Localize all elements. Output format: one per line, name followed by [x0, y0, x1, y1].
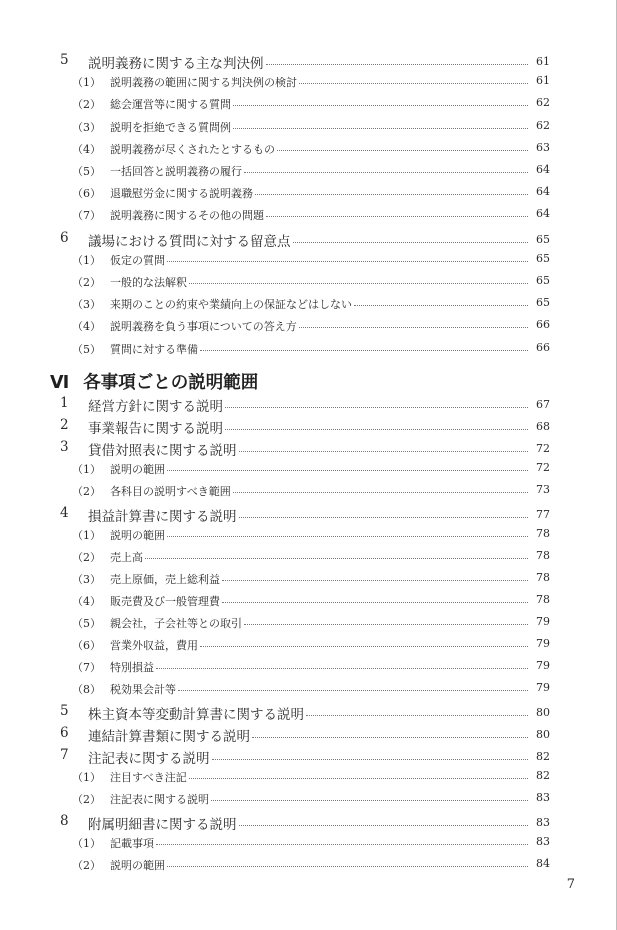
toc-leader-dots	[252, 737, 528, 738]
toc-entry-title: 営業外収益，費用	[110, 639, 198, 652]
toc-entry-title: 説明の範囲	[110, 463, 165, 476]
toc-entry-number: （7）	[72, 209, 101, 223]
toc-entry-number: （1）	[72, 76, 101, 90]
toc-leader-dots	[266, 216, 528, 217]
toc-entry-number: （1）	[72, 771, 101, 784]
toc-entry-number: （3）	[72, 120, 101, 134]
toc-entry-number: （4）	[72, 142, 101, 156]
toc-entry-title: 事業報告に関する説明	[88, 421, 223, 437]
toc-entry-page: 79	[536, 659, 550, 672]
toc-leader-dots	[145, 558, 528, 559]
toc-entry-number: （8）	[72, 683, 101, 696]
toc-leader-dots	[299, 83, 528, 84]
toc-entry-page: 61	[536, 74, 550, 88]
toc-entry-title: 経営方針に関する説明	[88, 399, 223, 415]
toc-leader-dots	[233, 492, 528, 493]
toc-subsection-entry	[0, 483, 617, 505]
toc-subsection-entry	[0, 637, 617, 659]
toc-leader-dots	[239, 825, 528, 826]
toc-entry-page: 64	[536, 163, 550, 176]
toc-entry-page: 62	[536, 118, 550, 132]
toc-leader-dots	[200, 646, 528, 647]
toc-entry-number: （6）	[72, 187, 101, 201]
toc-entry-page: 65	[536, 296, 550, 310]
toc-subsection-entry	[0, 769, 617, 791]
toc-leader-dots	[222, 580, 528, 581]
toc-entry-page: 78	[536, 593, 550, 606]
toc-entry-page: 80	[536, 706, 550, 719]
toc-leader-dots	[189, 283, 528, 284]
toc-entry-page: 61	[536, 55, 550, 68]
toc-leader-dots	[222, 602, 528, 603]
toc-entry-title: 説明を拒絶できる質問例	[110, 120, 231, 134]
toc-entry-title: 損益計算書に関する説明	[88, 509, 237, 525]
toc-entry-number: 3	[60, 439, 69, 455]
toc-subsection-entry	[0, 857, 617, 879]
toc-entry-number: （5）	[72, 617, 101, 630]
toc-leader-dots	[225, 429, 528, 430]
toc-entry-number: （2）	[72, 485, 101, 498]
toc-entry-title: 退職慰労金に関する説明義務	[110, 187, 253, 201]
toc-subsection-entry	[0, 549, 617, 571]
toc-leader-dots	[156, 668, 528, 669]
toc-entry-number: 6	[60, 229, 69, 246]
toc-subsection-entry	[0, 74, 617, 96]
toc-entry-page: 84	[536, 857, 550, 870]
toc-entry-title: 連結計算書類に関する説明	[88, 729, 250, 745]
toc-leader-dots	[233, 105, 528, 106]
toc-entry-page: 67	[536, 398, 550, 411]
toc-entry-title: 売上高	[110, 551, 143, 564]
toc-entry-page: 80	[536, 728, 550, 741]
toc-entry-page: 66	[536, 340, 550, 354]
toc-subsection-entry	[0, 593, 617, 615]
toc-entry-number: （4）	[72, 595, 101, 608]
toc-entry-page: 72	[536, 461, 550, 474]
toc-entry-page: 65	[536, 232, 550, 246]
toc-entry-page: 73	[536, 483, 550, 496]
toc-leader-dots	[306, 715, 528, 716]
toc-entry-number: （3）	[72, 573, 101, 586]
toc-entry-number: 5	[60, 52, 69, 68]
toc-entry-title: 各科目の説明すべき範囲	[110, 485, 231, 498]
toc-entry-number: （1）	[72, 463, 101, 476]
toc-leader-dots	[167, 866, 528, 867]
toc-entry-title: 説明の範囲	[110, 529, 165, 542]
toc-leader-dots	[354, 305, 528, 306]
toc-entry-number: （5）	[72, 165, 101, 178]
toc-entry-page: 79	[536, 637, 550, 650]
toc-subsection-entry	[0, 341, 617, 363]
toc-subsection-entry	[0, 835, 617, 857]
toc-leader-dots	[239, 451, 528, 452]
toc-section-entry	[0, 505, 617, 527]
toc-entry-page: 83	[536, 816, 550, 829]
toc-entry-title: 記載事項	[110, 837, 154, 850]
toc-leader-dots	[211, 800, 528, 801]
toc-entry-number: （1）	[72, 529, 101, 542]
toc-entry-title: 仮定の質問	[110, 253, 165, 267]
toc-entry-page: 83	[536, 835, 550, 848]
toc-leader-dots	[156, 844, 528, 845]
toc-entry-page: 64	[536, 185, 550, 199]
toc-leader-dots	[167, 536, 528, 537]
chapter-heading	[50, 369, 258, 394]
toc-subsection-entry	[0, 791, 617, 813]
toc-leader-dots	[167, 261, 528, 262]
chapter-title: 各事項ごとの説明範囲	[83, 373, 259, 393]
toc-subsection-entry	[0, 571, 617, 593]
toc-entry-number: 8	[60, 813, 69, 829]
toc-entry-title: 説明義務を負う事項についての答え方	[110, 320, 297, 334]
toc-section-entry	[0, 813, 617, 835]
toc-entry-page: 65	[536, 274, 550, 287]
toc-leader-dots	[167, 470, 528, 471]
toc-entry-page: 72	[536, 442, 550, 455]
toc-subsection-entry	[0, 681, 617, 703]
toc-entry-title: 税効果会計等	[110, 683, 176, 696]
toc-leader-dots	[255, 194, 528, 195]
page-number: 7	[566, 877, 575, 892]
toc-entry-title: 販売費及び一般管理費	[110, 595, 220, 608]
toc-entry-number: 4	[60, 505, 69, 521]
toc-subsection-entry	[0, 318, 617, 340]
toc-leader-dots	[178, 690, 528, 691]
toc-section-entry	[0, 395, 617, 417]
toc-entry-title: 注記表に関する説明	[88, 751, 210, 767]
toc-entry-title: 質問に対する準備	[110, 342, 198, 356]
toc-section-entry	[0, 747, 617, 769]
toc-entry-number: （6）	[72, 639, 101, 652]
toc-subsection-entry	[0, 461, 617, 483]
toc-section-entry	[0, 439, 617, 461]
toc-entry-number: （2）	[72, 98, 101, 112]
toc-entry-page: 62	[536, 96, 550, 110]
toc-entry-title: 説明義務の範囲に関する判決例の検討	[110, 76, 297, 90]
toc-entry-page: 68	[536, 420, 550, 433]
toc-entry-number: （5）	[72, 342, 101, 356]
toc-section-entry	[0, 417, 617, 439]
chapter-numeral: Ⅵ	[50, 373, 70, 393]
toc-subsection-entry	[0, 96, 617, 118]
toc-entry-number: （2）	[72, 793, 101, 806]
toc-subsection-entry	[0, 296, 617, 318]
toc-subsection-entry	[0, 615, 617, 637]
toc-leader-dots	[225, 407, 528, 408]
toc-entry-title: 親会社，子会社等との取引	[110, 617, 242, 630]
toc-subsection-entry	[0, 659, 617, 681]
toc-entry-page: 78	[536, 571, 550, 584]
toc-leader-dots	[189, 778, 528, 779]
toc-section-entry	[0, 52, 617, 74]
toc-entry-page: 63	[536, 140, 550, 154]
toc-entry-title: 注記表に関する説明	[110, 793, 209, 806]
toc-leader-dots	[239, 517, 528, 518]
toc-entry-page: 82	[536, 750, 550, 763]
toc-entry-page: 82	[536, 769, 550, 782]
toc-subsection-entry	[0, 163, 617, 185]
toc-entry-title: 説明義務が尽くされたとするもの	[110, 142, 275, 156]
toc-entry-title: 貸借対照表に関する説明	[88, 443, 237, 459]
toc-leader-dots	[244, 172, 528, 173]
toc-entry-number: 5	[60, 703, 69, 719]
toc-subsection-entry	[0, 119, 617, 141]
toc-entry-title: 総会運営等に関する質問	[110, 98, 231, 112]
toc-leader-dots	[293, 242, 528, 243]
toc-entry-page: 66	[536, 318, 550, 332]
toc-entry-number: （2）	[72, 551, 101, 564]
toc-subsection-entry	[0, 527, 617, 549]
toc-entry-page: 78	[536, 527, 550, 540]
toc-entry-title: 特別損益	[110, 661, 154, 674]
toc-entry-page: 77	[536, 508, 550, 521]
toc-entry-title: 附属明細書に関する説明	[88, 817, 237, 833]
toc-subsection-entry	[0, 185, 617, 207]
toc-entry-number: （4）	[72, 320, 101, 334]
toc-entry-number: （3）	[72, 298, 101, 312]
toc-entry-title: 注目すべき注記	[110, 771, 187, 784]
toc-entry-number: 2	[60, 417, 69, 433]
toc-leader-dots	[212, 759, 528, 760]
toc-entry-page: 65	[536, 251, 550, 265]
toc-entry-number: （2）	[72, 859, 101, 872]
toc-section-entry	[0, 230, 617, 252]
toc-section-entry	[0, 725, 617, 747]
toc-entry-title: 来期のことの約束や業績向上の保証などはしない	[110, 298, 352, 312]
toc-entry-page: 78	[536, 549, 550, 562]
toc-entry-title: 一般的な法解釈	[110, 276, 187, 289]
toc-leader-dots	[244, 624, 528, 625]
toc-subsection-entry	[0, 141, 617, 163]
toc-entry-number: （2）	[72, 276, 101, 289]
toc-entry-number: 1	[60, 395, 69, 411]
toc-entry-page: 64	[536, 207, 550, 221]
toc-entry-page: 79	[536, 615, 550, 628]
toc-leader-dots	[200, 350, 528, 351]
toc-entry-page: 83	[536, 791, 550, 804]
toc-entry-title: 一括回答と説明義務の履行	[110, 165, 242, 178]
toc-entry-title: 議場における質問に対する留意点	[88, 233, 291, 250]
toc-subsection-entry	[0, 252, 617, 274]
toc-entry-number: （1）	[72, 253, 101, 267]
toc-leader-dots	[266, 64, 528, 65]
toc-entry-number: （7）	[72, 661, 101, 674]
toc-entry-number: （1）	[72, 837, 101, 850]
toc-subsection-entry	[0, 274, 617, 296]
toc-entry-title: 売上原価，売上総利益	[110, 573, 220, 586]
toc-leader-dots	[277, 150, 528, 151]
toc-entry-page: 79	[536, 681, 550, 694]
toc-entry-number: 7	[60, 747, 69, 763]
toc-leader-dots	[299, 327, 528, 328]
toc-entry-title: 株主資本等変動計算書に関する説明	[88, 707, 304, 723]
toc-section-entry	[0, 703, 617, 725]
toc-subsection-entry	[0, 207, 617, 229]
toc-entry-number: 6	[60, 725, 69, 741]
toc-leader-dots	[233, 128, 528, 129]
toc-entry-title: 説明の範囲	[110, 859, 165, 872]
toc-entry-title: 説明義務に関する主な判決例	[88, 56, 264, 72]
toc-entry-title: 説明義務に関するその他の問題	[110, 209, 264, 223]
